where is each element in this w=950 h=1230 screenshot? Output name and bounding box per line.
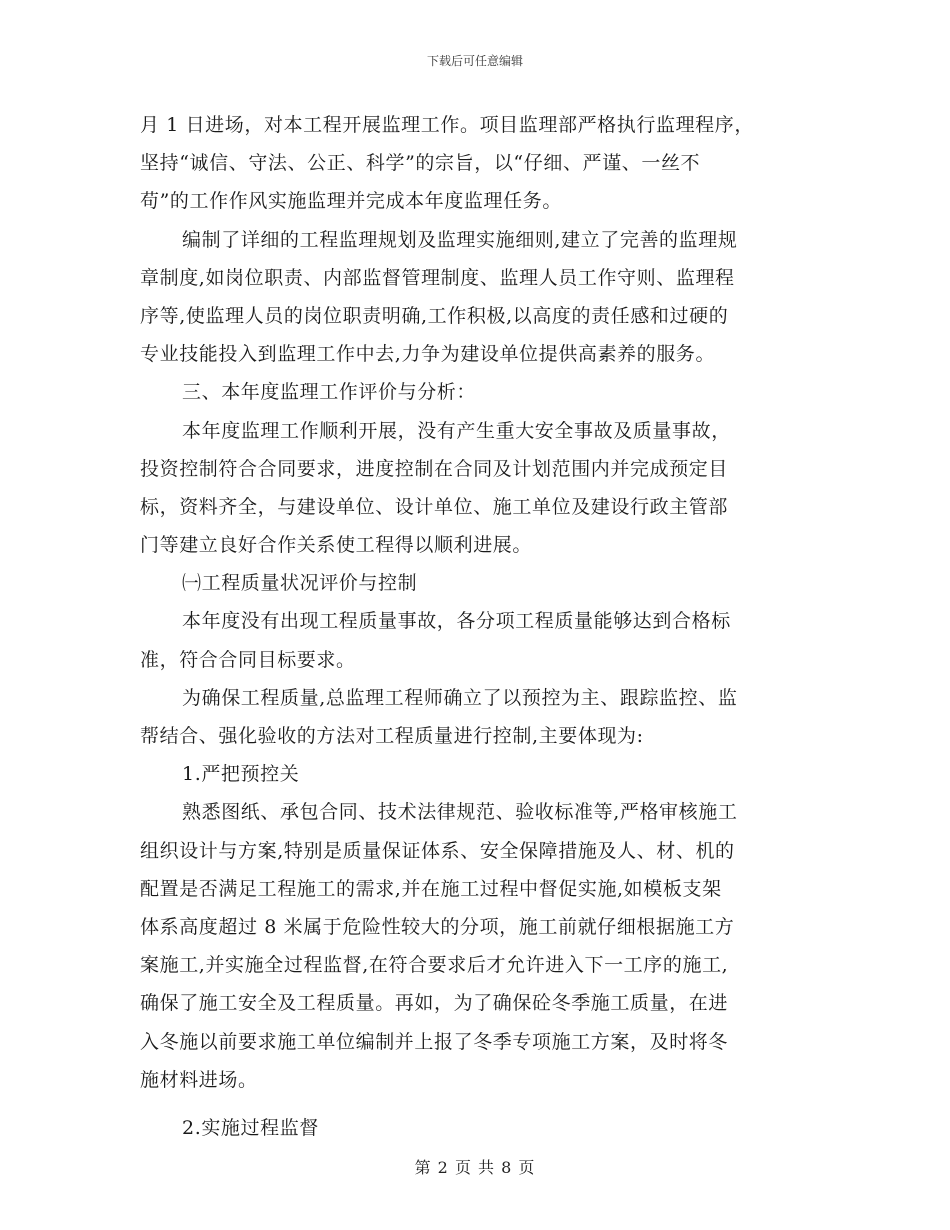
body-line: 月 1 日进场，对本工程开展监理工作。项目监理部严格执行监理程序，: [140, 114, 754, 136]
body-line: 序等,使监理人员的岗位职责明确,工作积极,以高度的责任感和过硬的: [140, 304, 729, 327]
body-line: 编制了详细的工程监理规划及监理实施细则,建立了完善的监理规: [182, 228, 738, 251]
body-line: 为确保工程质量,总监理工程师确立了以预控为主、跟踪监控、监: [182, 686, 738, 709]
page-footer: 第 2 页 共 8 页: [414, 1158, 536, 1177]
body-line: 帮结合、强化验收的方法对工程质量进行控制,主要体现为:: [140, 725, 644, 747]
item-heading: 2.实施过程监督: [182, 1116, 319, 1139]
body-line: 施材料进场。: [140, 1068, 258, 1091]
body-line: 案施工,并实施全过程监督,在符合要求后才允许进入下一工序的施工,: [140, 954, 729, 977]
item-heading: 1.严把预控关: [182, 763, 300, 786]
section-heading: 三、本年度监理工作评价与分析：: [182, 381, 477, 404]
body-line: 熟悉图纸、承包合同、技术法律规范、验收标准等,严格审核施工: [182, 801, 738, 824]
body-line: 坚持“诚信、守法、公正、科学”的宗旨，以“仔细、严谨、一丝不: [140, 152, 701, 175]
body-line: 苟”的工作作风实施监理并完成本年度监理任务。: [140, 190, 562, 213]
paragraph-spacer: [140, 1099, 812, 1109]
body-line: 配置是否满足工程施工的需求,并在施工过程中督促实施,如模板支架: [140, 877, 722, 900]
body-line: 投资控制符合合同要求，进度控制在合同及计划范围内并完成预定目: [140, 457, 729, 480]
body-line: 确保了施工安全及工程质量。再如，为了确保砼冬季施工质量，在进: [140, 992, 729, 1015]
body-line: 章制度,如岗位职责、内部监督管理制度、监理人员工作守则、监理程: [140, 266, 735, 289]
body-line: 准，符合合同目标要求。: [140, 648, 356, 671]
body-line: 专业技能投入到监理工作中去,力争为建设单位提供高素养的服务。: [140, 343, 716, 366]
document-body: [140, 106, 812, 1147]
body-line: 入冬施以前要求施工单位编制并上报了冬季专项施工方案，及时将冬: [140, 1030, 729, 1053]
body-line: 标，资料齐全，与建设单位、设计单位、施工单位及建设行政主管部: [140, 495, 729, 518]
body-line: 门等建立良好合作关系使工程得以顺利进展。: [140, 534, 533, 557]
body-line: 本年度没有出现工程质量事故，各分项工程质量能够达到合格标: [182, 610, 731, 633]
body-line: 体系高度超过 8 米属于危险性较大的分项，施工前就仔细根据施工方: [140, 915, 735, 938]
subsection-heading: ㈠工程质量状况评价与控制: [182, 572, 418, 595]
body-line: 组织设计与方案,特别是质量保证体系、安全保障措施及人、材、机的: [140, 839, 735, 862]
body-line: 本年度监理工作顺利开展，没有产生重大安全事故及质量事故，: [182, 419, 731, 442]
page-header: 下载后可任意编辑: [426, 54, 523, 68]
